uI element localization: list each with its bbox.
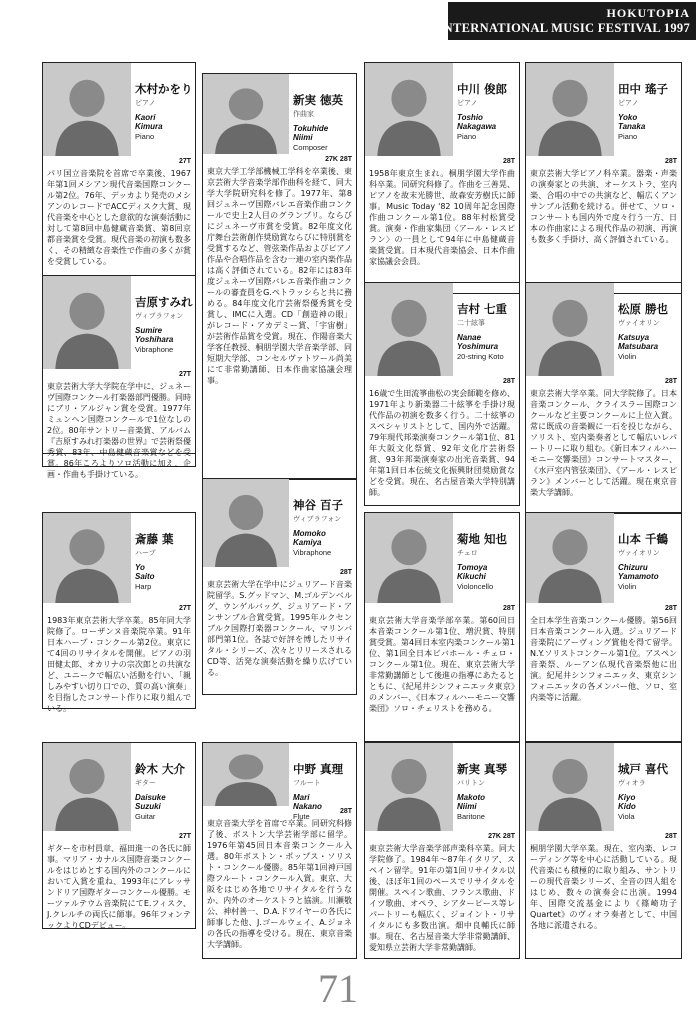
performer-name-jp: 斎藤 葉 <box>135 532 174 546</box>
performer-bio: 16歳で生田流箏曲松の実会師範を修め、1971年より新楽器二十絃箏を手掛け現代作品の初演を数多く行う。二十絃箏のスペシャリストとして、国内外で活躍。79年現代邦楽演奏コンクール第1位、81年大阪文化祭賞、92年文化庁芸術祭賞、93年邦楽演奏家の出光音楽賞、94年第1回日本伝統文化振興財団奨励賞などを受賞。現在、名古屋音楽大学特別講師。 <box>369 389 515 497</box>
portrait-icon <box>43 513 131 603</box>
performer-bio: 1983年東京芸術大学卒業。85年同大学院修了。ローザンヌ音楽院卒業。91年日本ハープ・コンクール第2位。東京にて4回のリサイタルを開催。ピアノの羽田健太郎、オカリナの宗次郎との共演など、ユニークで幅広い活動を行い、「親しみやすい切り口での、質の高い演奏」を目指したコンサート作りに取り組んでいる。 <box>47 616 191 713</box>
performer-card <box>42 742 196 929</box>
performer-instrument-en: Violin <box>618 582 637 591</box>
performance-date-tag: 28T <box>664 833 677 840</box>
performer-photo <box>365 283 453 376</box>
performer-instrument-en: Flute <box>293 812 310 821</box>
performer-name-jp: 松原 勝也 <box>618 302 669 316</box>
performer-card <box>525 282 682 514</box>
performer-name-block <box>135 294 193 354</box>
performance-date-tag: 28T <box>339 808 352 815</box>
performance-date-tag: 28T <box>502 378 515 385</box>
performer-bio: 東京芸術大学大学院在学中に、ジュネーヴ国際コンクール打楽器部門優勝。同時にブリ・アルジャン賞を受賞。1977年ミュンヘン国際コンクールで1位なしの2位。80年サントリー音楽賞、アルバム『吉原すみれ打楽器の世界』で芸術祭優秀賞、83年、中島健蔵音楽賞などを受賞。86年ころよりソロ活動に加え、企画・作曲も手掛けている。 <box>47 382 191 479</box>
performer-name-block <box>618 531 668 591</box>
performer-instrument-en: Violin <box>618 352 637 361</box>
performer-instrument-en: Harp <box>135 582 152 591</box>
performance-date-tag: 28T <box>664 158 677 165</box>
performer-name-en: Katsuya Matsubara <box>618 333 659 351</box>
portrait-icon <box>43 63 131 156</box>
performer-instrument-jp: 作曲家 <box>293 110 314 118</box>
performer-name-en: Yo Saito <box>135 563 155 581</box>
performer-bio: 東京芸術大学ピアノ科卒業。器楽・声楽の演奏家との共演、オーケストラ、室内楽、合唱の中での共演など、幅広くアンサンブル活動を続ける。併せて、ソロ・コンサートも国内外で度々行う一方、日本の作曲家による現代作品の初演、再演も数多く手掛け、高く評価されている。 <box>530 169 677 244</box>
performance-date-tag: 27T <box>178 158 191 165</box>
portrait-icon <box>43 743 131 831</box>
performer-name-jp: 神谷 百子 <box>293 498 344 512</box>
performer-card <box>202 478 357 695</box>
performer-photo <box>526 63 614 156</box>
portrait-icon <box>365 283 453 376</box>
performer-instrument-en: Piano <box>618 132 638 141</box>
banner-title: HOKUTOPIA <box>606 6 690 20</box>
performance-date-tag: 27K 28T <box>325 156 352 163</box>
performer-instrument-jp: フルート <box>293 779 321 787</box>
portrait-icon <box>526 63 614 156</box>
performer-photo <box>526 513 614 603</box>
performance-date-tag: 27T <box>178 605 191 612</box>
performer-instrument-jp: ヴィオラ <box>618 779 646 787</box>
portrait-icon <box>365 63 453 156</box>
performer-instrument-jp: ギター <box>135 779 156 787</box>
banner-subtitle: INTERNATIONAL MUSIC FESTIVAL 1997 <box>438 21 690 35</box>
performer-name-en: Kiyo Kido <box>618 793 636 811</box>
performer-instrument-jp: ヴァイオリン <box>618 319 660 327</box>
performer-name-block <box>457 531 507 591</box>
portrait-icon <box>365 743 453 831</box>
performer-instrument-jp: チェロ <box>457 549 478 557</box>
performer-instrument-en: Guitar <box>135 812 156 821</box>
performer-card <box>202 73 357 480</box>
performer-photo <box>203 743 289 806</box>
performer-name-block <box>618 761 668 821</box>
performer-bio: 東京芸術大学音楽学部声楽科卒業。同大学院修了。1984年〜87年イタリア、スペイン留学。91年の第1回リサイタル以後、ほぼ年1回のペースでリサイタルを開催。スペイン歌曲、フランス歌曲、ドイツ歌曲、オペラ、シアターピース等レパートリーも幅広く、ジョイント・リサイタルにも多数出演。畑中良輔氏に師事。現在、名古屋音楽大学非常勤講師、愛知県立芸術大学非常勤講師。 <box>369 844 515 952</box>
performer-bio: 東京芸術大学音楽学部卒業。第60回日本音楽コンクール第1位、増沢賞、特別賞受賞。第4回日本室内楽コンクール第1位、第1回全日本ビバホール・チェロ・コンクール第1位。現在、東京芸術大学非常勤講師として後進の指導にあたるとともに、《紀尾井シンフォニエッタ東京》のメンバー、《日本フィルハーモニー交響楽団》ソロ・チェリストを務める。 <box>369 616 515 713</box>
performer-name-jp: 中野 真理 <box>293 762 344 776</box>
portrait-icon <box>365 513 453 603</box>
performer-photo <box>43 743 131 831</box>
performer-name-block <box>135 531 174 591</box>
performer-name-jp: 新実 真琴 <box>457 762 508 776</box>
performer-name-block <box>618 301 668 361</box>
portrait-icon <box>526 283 614 376</box>
performer-instrument-en: Violoncello <box>457 582 494 591</box>
performer-name-block <box>457 761 507 821</box>
performer-name-jp: 吉村 七重 <box>457 302 508 316</box>
performer-instrument-en: Vibraphone <box>135 345 174 354</box>
performer-instrument-jp: ヴァイオリン <box>618 549 660 557</box>
performer-name-block <box>618 81 668 141</box>
performer-name-en: Kaori Kimura <box>135 113 163 131</box>
performer-name-block <box>135 81 193 141</box>
performer-card <box>364 282 520 506</box>
performance-date-tag: 28T <box>664 378 677 385</box>
performer-photo <box>203 479 289 567</box>
performer-instrument-jp: ヴィブラフォン <box>293 515 342 523</box>
performer-instrument-jp: バリトン <box>457 779 485 787</box>
portrait-icon <box>203 743 289 806</box>
festival-banner <box>438 2 696 40</box>
performer-card <box>202 742 357 959</box>
performer-name-en: Toshio Nakagawa <box>457 113 497 131</box>
performer-name-en: Tokuhide Niimi <box>293 124 329 142</box>
portrait-icon <box>526 743 614 831</box>
performer-card <box>42 275 196 479</box>
performer-bio: 東京芸術大学在学中にジュリアード音楽院留学。S.グッドマン、M.ゴルデンベルグ、ウンゲルバッグ、ジュリアード・アンサンブル合賞受賞。1995年ルクセンブルク国際打楽器コンクール、マリンバ部門第1位。各誌で好評を博したリサイタル・シリーズ、次々とリリースされるCD等、活発な演奏活動を繰り広げている。 <box>207 580 352 677</box>
performance-date-tag: 27T <box>178 833 191 840</box>
performer-photo <box>203 74 289 154</box>
performance-date-tag: 28T <box>502 605 515 612</box>
performer-name-jp: 吉原すみれ <box>135 295 193 309</box>
performer-instrument-jp: ピアノ <box>618 99 639 107</box>
performer-card <box>42 512 196 713</box>
portrait-icon <box>526 513 614 603</box>
performer-name-block <box>293 92 343 152</box>
performer-card <box>364 512 520 742</box>
performer-name-en: Makoto Niimi <box>457 793 485 811</box>
performer-name-jp: 新実 徳英 <box>293 93 344 107</box>
performer-instrument-en: Piano <box>457 132 477 141</box>
performer-name-en: Sumire Yoshihara <box>135 326 174 344</box>
performer-instrument-en: Baritone <box>457 812 485 821</box>
performer-name-jp: 菊地 知也 <box>457 532 508 546</box>
performer-name-block <box>457 301 507 361</box>
performer-instrument-jp: ヴィブラフォン <box>135 312 184 320</box>
performer-bio: 桐朋学園大学卒業。現在、室内楽、レコーディング等を中心に活動している。現代音楽にも積極的に取り組み、サントリーの現代音楽シリーズ、全音の四人組をはじめ、数々の演奏会に出演。1994年、国際交流基金により《篠崎功子Quartet》のヴィオラ奏者として、中国各地に派遣される。 <box>530 844 677 930</box>
performer-photo <box>43 513 131 603</box>
performer-bio: 東京大学工学部機械工学科を卒業後、東京芸術大学音楽学部作曲科を経て、同大学大学院研究科を修了。1977年、第8回ジュネーヴ国際バレエ音楽作曲コンクールで史上2人目のグランプリ。ならびにジュネーヴ市賞を受賞。82年度文化庁舞台芸術創作奨励賞ならびに特別賞を受賞するなど、管弦楽作品およびピアノ作品や合唱作品を含む一連の室内楽作品は高く評価されている。82年には83年度ジュネーヴ国際バレエ音楽作曲コンクールの審査員をG.ペトラッシらと共に務める。84年度文化庁芸術祭優秀賞を受賞し、IMCに入選。CD「創造神の眼」がレコード・アカデミー賞、「宇宙樹」が芸術作品賞を受賞。現在、作陽音楽大学客任教授、桐朋学園大学音楽学部、同短期大学部、コンセルヴァトワール尚美にて非常勤講師、日本作曲家協議会理事。 <box>207 167 352 385</box>
page-number: 71 <box>318 966 358 1011</box>
performer-name-en: Mari Nakano <box>293 793 322 811</box>
performer-instrument-jp: ピアノ <box>457 99 478 107</box>
performer-name-jp: 鈴木 大介 <box>135 762 186 776</box>
performer-name-en: Chizuru Yamamoto <box>618 563 659 581</box>
portrait-icon <box>203 74 289 154</box>
portrait-icon <box>43 276 131 369</box>
performer-name-en: Nanae Yoshimura <box>457 333 499 351</box>
performer-bio: ギターを市村員章、福田進一の各氏に師事。マリア・カナルス国際音楽コンクールをはじめとする国内外のコンクールにおいて入賞を重ね、1993年にアレッサンドリア国際ギターコンクール優勝。モーツァルテウム音楽院にてE.フィスク、J.クレルチの両氏に師事。96年フォンテックよりCDデビュー。 <box>47 844 191 930</box>
performer-bio: 東京芸術大学卒業。同大学院修了。日本音楽コンクール、クライスラー国際コンクールなど主要コンクールに上位入賞。常に既成の音楽観に一石を投じながら、ソリスト、室内楽奏者として幅広いレパートリーに取り組む。《新日本フィルハーモニー交響楽団》コンサートマスター、《水戸室内管弦楽団》、《アール・レスピラン》メンバーとして活躍。現在東京音楽大学講師。 <box>530 389 677 497</box>
performance-date-tag: 28T <box>664 605 677 612</box>
performer-instrument-en: Piano <box>135 132 155 141</box>
performance-date-tag: 27K 28T <box>488 833 515 840</box>
performer-photo <box>526 283 614 376</box>
performer-name-jp: 木村かをり <box>135 82 193 96</box>
performer-photo <box>365 513 453 603</box>
performer-photo <box>365 743 453 831</box>
performer-name-en: Yoko Tanaka <box>618 113 646 131</box>
performer-photo <box>365 63 453 156</box>
performer-name-block <box>293 497 343 557</box>
performer-photo <box>526 743 614 831</box>
performer-bio: パリ国立音楽院を首席で卒業後、1967年第1回メシアン現代音楽国際コンクール第2位。76年、デッカより発売のメシアンのレコードでACCディスク大賞、現代音楽を中心とした意欲的な演奏活動に対して第8回中島健蔵音楽賞、第8回京都音楽賞を受賞。現代音楽の初演も数多く、その精緻な音楽性で作曲の多くが賞を受賞している。 <box>47 169 191 266</box>
performer-name-jp: 田中 瑤子 <box>618 82 669 96</box>
performer-name-block <box>457 81 507 141</box>
performance-date-tag: 28T <box>339 569 352 576</box>
performer-bio: 全日本学生音楽コンクール優勝。第56回日本音楽コンクール入選。ジュリアード音楽院にアーヴィング賞他を得て留学。N.Y.ソリストコンクール第1位。アスペン音楽祭、ルーアン仏現代音楽祭他に出演。紀尾井シンフォニエッタ、東京シンフォニエッタの各メンバー他、ソロ、室内楽等に活躍。 <box>530 616 677 702</box>
performer-name-en: Momoko Kamiya <box>293 529 326 547</box>
performer-instrument-en: 20-string Koto <box>457 352 504 361</box>
performance-date-tag: 27T <box>178 371 191 378</box>
performer-name-en: Tomoya Kikuchi <box>457 563 488 581</box>
performer-instrument-en: Vibraphone <box>293 548 332 557</box>
performer-bio: 1958年東京生まれ。桐朋学園大学作曲科卒業。同研究科修了。作曲を三善晃、ピアノを故末光勝世、故森安芳樹氏に師事。Music Today '82 10周年記念国際作曲コンクール第1位。88年村松賞受賞。演奏・作曲家集団〈アール・レスピラン〉の一員として94年に中島健蔵音楽賞受賞。日本現代音楽協会、日本作曲家協議会会員。 <box>369 169 515 266</box>
performer-instrument-en: Viola <box>618 812 635 821</box>
portrait-icon <box>203 479 289 567</box>
performer-photo <box>43 63 131 156</box>
performer-instrument-jp: ハープ <box>135 549 156 557</box>
performer-card <box>525 512 682 742</box>
performer-card <box>364 62 520 294</box>
performer-instrument-jp: 二十絃箏 <box>457 319 485 327</box>
performer-card <box>525 742 682 959</box>
performer-name-en: Daisuke Suzuki <box>135 793 166 811</box>
performer-name-block <box>293 761 343 821</box>
performer-bio: 東京音楽大学を首席で卒業。同研究科修了後、ボストン大学芸術学部に留学。1976年第45回日本音楽コンクール入選。80年ボストン・ポップス・ソリスト・コンクール優勝。85年第1回神戸国際フルート・コンクール入賞。東京、大阪をはじめ各地でリサイタルを行うなか、内外のオーケストラと協演。川瀬敬公、神村善一、D.A.ドワイヤーの各氏に師事した他、J.ゴールウェイ、A.ジョネの各氏の指導を受ける。現在、東京音楽大学講師。 <box>207 819 352 949</box>
performer-photo <box>43 276 131 369</box>
performer-name-jp: 山本 千鶴 <box>618 532 669 546</box>
performer-name-jp: 城戸 喜代 <box>618 762 669 776</box>
performer-card <box>364 742 520 959</box>
performance-date-tag: 28T <box>502 158 515 165</box>
performer-card <box>525 62 682 294</box>
performer-name-jp: 中川 俊郎 <box>457 82 508 96</box>
performer-instrument-en: Composer <box>293 143 328 152</box>
performer-instrument-jp: ピアノ <box>135 99 156 107</box>
performer-name-block <box>135 761 185 821</box>
